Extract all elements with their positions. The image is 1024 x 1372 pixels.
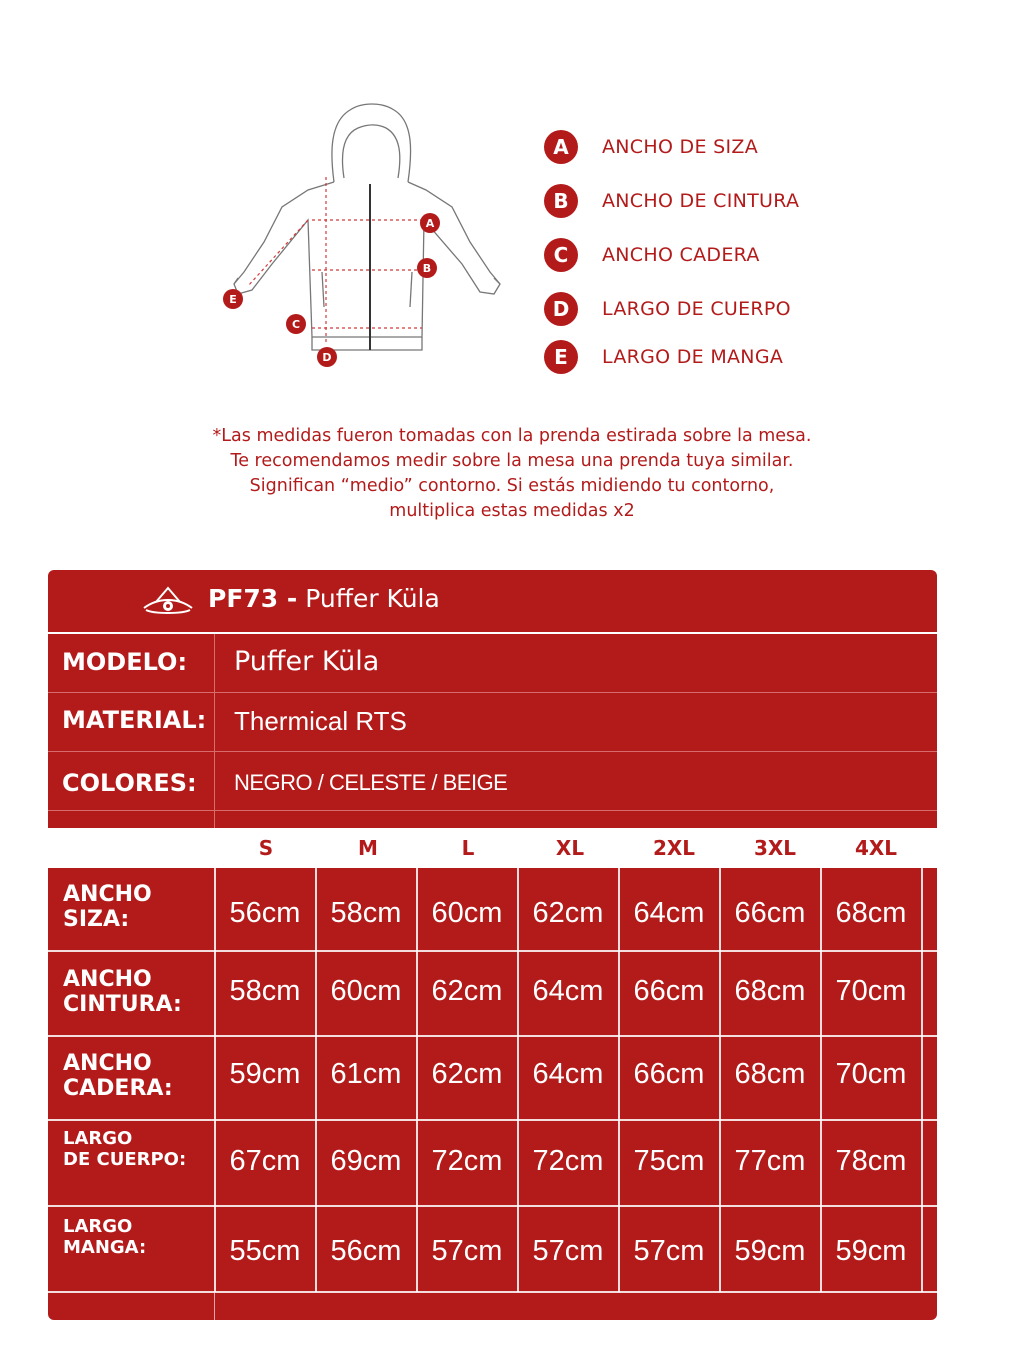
cell: 70cm bbox=[835, 975, 907, 1007]
legend-item-d bbox=[544, 292, 791, 326]
row-label-line: CINTURA: bbox=[63, 992, 182, 1018]
legend-item-b bbox=[544, 184, 799, 218]
cell: 64cm bbox=[633, 897, 705, 929]
grid-line bbox=[48, 1205, 937, 1207]
cell: 59cm bbox=[229, 1058, 301, 1090]
row-label-line: CADERA: bbox=[63, 1076, 173, 1102]
row-label-line: LARGO bbox=[63, 1128, 133, 1149]
cell: 70cm bbox=[835, 1058, 907, 1090]
product-title bbox=[208, 584, 440, 613]
grid-line bbox=[48, 950, 937, 952]
legend-label: LARGO DE CUERPO bbox=[602, 298, 791, 320]
row-label-largo-cuerpo bbox=[63, 1129, 186, 1170]
cell: 64cm bbox=[532, 1058, 604, 1090]
legend-label: ANCHO DE CINTURA bbox=[602, 190, 800, 212]
cell: 62cm bbox=[431, 1058, 503, 1090]
legend-badge: B bbox=[544, 184, 578, 218]
cell: 68cm bbox=[835, 897, 907, 929]
legend-badge: E bbox=[544, 340, 578, 374]
cell: 68cm bbox=[734, 975, 806, 1007]
grid-line bbox=[214, 1293, 215, 1320]
size-3xl: 3XL bbox=[753, 836, 797, 860]
colores-value: NEGRO / CELESTE / BEIGE bbox=[234, 770, 508, 795]
modelo-label: MODELO: bbox=[62, 648, 188, 676]
legend-item-c bbox=[544, 238, 760, 272]
product-header bbox=[48, 570, 937, 634]
cell: 68cm bbox=[734, 1058, 806, 1090]
cell: 75cm bbox=[633, 1145, 705, 1177]
note-line: multiplica estas medidas x2 bbox=[389, 501, 635, 521]
size-s: S bbox=[258, 836, 274, 860]
row-label-line: ANCHO bbox=[63, 967, 152, 992]
row-label-ancho-siza bbox=[63, 882, 152, 933]
cell: 64cm bbox=[532, 975, 604, 1007]
row-label-line: MANGA: bbox=[63, 1236, 147, 1258]
note-line: *Las medidas fueron tomadas con la prenda estirada sobre la mesa. bbox=[212, 426, 812, 446]
size-2xl: 2XL bbox=[652, 836, 696, 860]
cell: 60cm bbox=[431, 897, 503, 929]
row-label-line: SIZA: bbox=[63, 907, 130, 933]
cell: 77cm bbox=[734, 1145, 806, 1177]
legend-item-e bbox=[544, 340, 783, 374]
marker-a: A bbox=[425, 217, 435, 230]
note-line: Te recomendamos medir sobre la mesa una prenda tuya similar. bbox=[230, 451, 794, 471]
cell: 72cm bbox=[431, 1145, 503, 1177]
cell: 58cm bbox=[330, 897, 402, 929]
cell: 66cm bbox=[734, 897, 806, 929]
cell: 56cm bbox=[330, 1235, 402, 1267]
row-label-line: ANCHO bbox=[63, 1051, 152, 1076]
cell: 67cm bbox=[229, 1145, 301, 1177]
cell: 60cm bbox=[330, 975, 402, 1007]
size-4xl: 4XL bbox=[854, 836, 898, 860]
legend-label: ANCHO DE SIZA bbox=[602, 136, 759, 158]
row-label-line: LARGO bbox=[63, 1216, 133, 1237]
size-m: M bbox=[358, 836, 378, 860]
legend-label: ANCHO CADERA bbox=[602, 244, 760, 266]
grid-line bbox=[921, 868, 923, 1292]
marker-c: C bbox=[291, 318, 301, 331]
cell: 58cm bbox=[229, 975, 301, 1007]
marker-e: E bbox=[229, 293, 237, 306]
legend-item-a bbox=[544, 130, 758, 164]
size-l: L bbox=[461, 836, 475, 860]
size-header-row bbox=[48, 828, 937, 868]
cell: 59cm bbox=[734, 1235, 806, 1267]
row-label-line: DE CUERPO: bbox=[63, 1148, 187, 1170]
cell: 66cm bbox=[633, 975, 705, 1007]
cell: 69cm bbox=[330, 1145, 402, 1177]
legend-badge: D bbox=[544, 292, 578, 326]
marker-b: B bbox=[422, 262, 432, 275]
cell: 62cm bbox=[532, 897, 604, 929]
info-row-material bbox=[48, 693, 937, 752]
info-row-modelo bbox=[48, 634, 937, 693]
cell: 78cm bbox=[835, 1145, 907, 1177]
garment-diagram bbox=[212, 82, 512, 392]
product-code: PF73 - bbox=[208, 584, 298, 613]
cell: 55cm bbox=[229, 1235, 301, 1267]
size-xl: XL bbox=[555, 836, 585, 860]
grid-line bbox=[48, 1035, 937, 1037]
hoodie-illustration bbox=[212, 82, 512, 392]
legend-badge: A bbox=[544, 130, 578, 164]
modelo-value: Puffer Küla bbox=[234, 646, 380, 677]
product-name: Puffer Küla bbox=[305, 584, 440, 613]
row-label-largo-manga bbox=[63, 1217, 146, 1258]
cell: 61cm bbox=[330, 1058, 402, 1090]
note-line: Significan “medio” contorno. Si estás midiendo tu contorno, bbox=[249, 476, 775, 496]
grid-line bbox=[48, 1119, 937, 1121]
brand-logo-icon bbox=[140, 584, 196, 618]
product-info-panel bbox=[48, 570, 937, 828]
material-value: Thermical RTS bbox=[234, 706, 407, 736]
row-label-ancho-cintura bbox=[63, 967, 182, 1018]
cell: 66cm bbox=[633, 1058, 705, 1090]
cell: 59cm bbox=[835, 1235, 907, 1267]
cell: 57cm bbox=[431, 1235, 503, 1267]
legend-label: LARGO DE MANGA bbox=[602, 346, 784, 368]
material-label: MATERIAL: bbox=[62, 706, 207, 734]
legend-badge: C bbox=[544, 238, 578, 272]
cell: 56cm bbox=[229, 897, 301, 929]
cell: 72cm bbox=[532, 1145, 604, 1177]
marker-d: D bbox=[322, 351, 332, 364]
row-label-line: ANCHO bbox=[63, 882, 152, 907]
measurement-note bbox=[0, 424, 1024, 524]
row-label-ancho-cadera bbox=[63, 1051, 173, 1102]
cell: 62cm bbox=[431, 975, 503, 1007]
cell: 57cm bbox=[633, 1235, 705, 1267]
cell: 57cm bbox=[532, 1235, 604, 1267]
colores-label: COLORES: bbox=[62, 769, 197, 797]
info-row-colores bbox=[48, 752, 937, 811]
size-chart-table bbox=[48, 868, 937, 1320]
grid-line bbox=[48, 1291, 937, 1293]
